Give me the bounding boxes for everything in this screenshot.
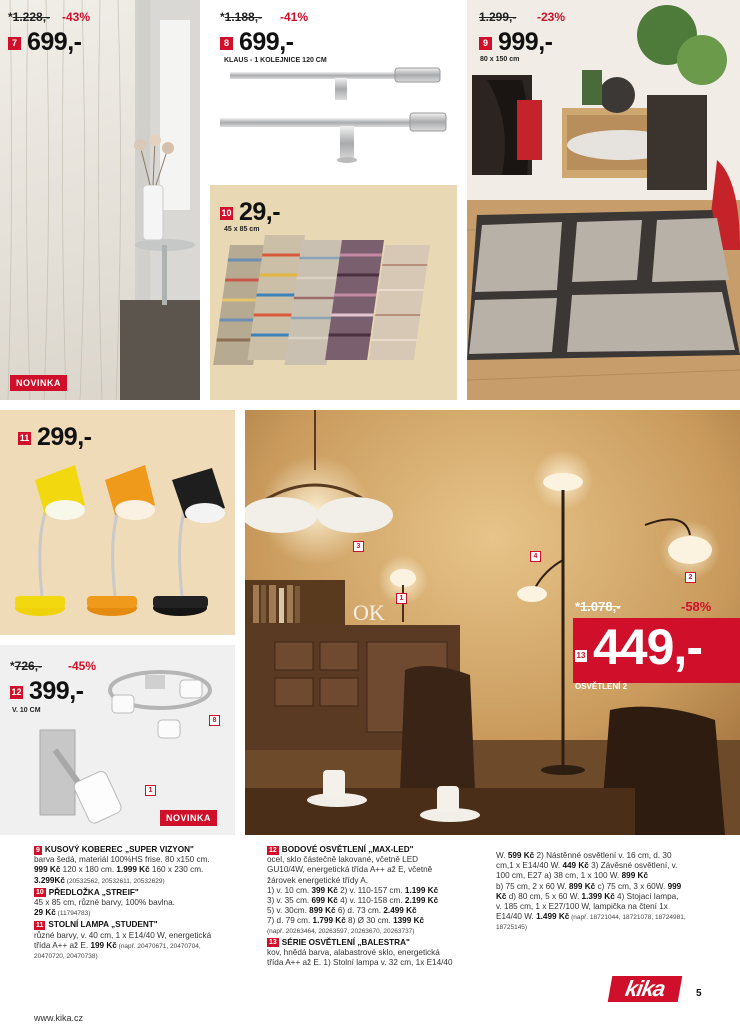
discount-badge: -58% bbox=[681, 599, 712, 614]
item-number: 9 bbox=[479, 37, 492, 50]
description-column-1: 9 KUSOVÝ KOBEREC „SUPER VIZYON" barva šedá, materiál 100%HS frise. 80 x150 cm. 999 Kč 120 x 180 cm. 1.999 Kč 160 x 230 cm. 3.299Kč (20532562, 20532611, 20532629) 10 PŘEDLOŽKA „STREIF" 45 x 85 cm, různé barvy, 100% bavlna. 29 Kč (11794783) 11 STOLNÍ LAMPA „STUDENT" různé barvy, v. 40 cm, 1 x E14/40 W, energetická třída A++ až E. 199 Kč (např. 20470671, 20470704, 20470720, 20470738) bbox=[34, 845, 212, 961]
price: 999,- bbox=[498, 28, 553, 56]
price: 699,- bbox=[239, 28, 294, 56]
product-title: STOLNÍ LAMPA „STUDENT" bbox=[48, 920, 158, 930]
spotlights-panel: *726,- -45% 12 399,- V. 10 CM 8 1 NOVINKA bbox=[0, 645, 235, 835]
size-label: KLAUS - 1 KOLEJNICE 120 CM bbox=[224, 57, 327, 64]
desk-lamps-panel bbox=[0, 410, 235, 635]
size-label: V. 10 CM bbox=[12, 707, 41, 714]
desk-lamps-image bbox=[0, 410, 235, 635]
discount-badge: -41% bbox=[280, 10, 309, 24]
ref-marker: 8 bbox=[209, 715, 220, 726]
size-label: 45 x 85 cm bbox=[224, 226, 260, 233]
price: 699,- bbox=[27, 28, 82, 56]
product-title: SÉRIE OSVĚTLENÍ „BALESTRA" bbox=[281, 937, 410, 947]
price: 399,- bbox=[29, 677, 84, 705]
old-price: 726,- bbox=[14, 659, 43, 673]
product-title: KUSOVÝ KOBEREC „SUPER VIZYON" bbox=[44, 845, 194, 854]
old-price: 1.078,- bbox=[580, 599, 621, 614]
old-price: 1.228,- bbox=[12, 10, 51, 24]
price: 299,- bbox=[37, 423, 92, 451]
svg-text:OK: OK bbox=[353, 600, 385, 625]
curtain-rod-image bbox=[210, 0, 457, 175]
discount-badge: -43% bbox=[62, 10, 91, 24]
old-price: 1.299,- bbox=[479, 10, 517, 24]
product-title: PŘEDLOŽKA „STREIF" bbox=[48, 887, 139, 897]
ref-marker: 4 bbox=[530, 551, 541, 562]
curtain-image bbox=[0, 0, 200, 400]
dining-room-panel: OK 3 1 4 2 *1.078,- -58% 13 449,- OSVĚTLENÍ 2 bbox=[245, 410, 740, 835]
ref-marker: 1 bbox=[145, 785, 156, 796]
item-number: 7 bbox=[8, 37, 21, 50]
spotlights-image bbox=[0, 645, 235, 835]
footer-url[interactable]: www.kika.cz bbox=[34, 1013, 84, 1023]
item-number: 12 bbox=[11, 687, 22, 697]
item-number: 11 bbox=[19, 433, 30, 443]
ref-marker: 1 bbox=[396, 593, 407, 604]
size-label: OSVĚTLENÍ 2 bbox=[575, 682, 628, 691]
page-number: 5 bbox=[696, 988, 702, 999]
rugs-panel bbox=[210, 185, 457, 400]
curtain-panel: *1.228,- -43% 7 699,- NOVINKA bbox=[0, 0, 200, 400]
discount-badge: -23% bbox=[537, 10, 566, 24]
kika-logo: kika bbox=[608, 976, 683, 1002]
size-label: 80 x 150 cm bbox=[480, 56, 520, 63]
ref-marker: 3 bbox=[353, 541, 364, 552]
price: 449,- bbox=[593, 619, 702, 675]
description-column-3: W. 599 Kč 2) Nástěnné osvětlení v. 16 cm, d. 30 cm,1 x E14/40 W. 449 Kč 3) Závěsné osvětlení, v. 100 cm, E27 a) 38 cm, 1 x 100 W. 899 Kč b) 75 cm, 2 x 60 W. 899 Kč c) 75 cm, 3 x 60W. 999 Kč d) 80 cm, 5 x 60 W. 1.399 Kč 4) Stojací lampa, v. 185 cm, 1 x E27/100 W, lampička na čtení 1x E14/40 W. 1.499 Kč (např. 18721044, 18721078, 18724981, 18725145) bbox=[496, 851, 686, 932]
item-number: 10 bbox=[221, 208, 232, 218]
item-number: 13 bbox=[576, 651, 586, 660]
curtain-rod-panel: *1.188,- -41% 8 699,- KLAUS - 1 KOLEJNICE 120 CM bbox=[210, 0, 457, 175]
price: 29,- bbox=[239, 198, 281, 226]
description-column-2: 12 BODOVÉ OSVĚTLENÍ „MAX-LED" ocel, sklo částečně lakované, včetně LED GU10/4W, energetická třída A++ až E, včetně žárovek energetické třídy A. 1) v. 10 cm. 399 Kč 2) v. 110-157 cm. 1.199 Kč 3) v. 35 cm. 699 Kč 4) v. 110-158 cm. 2.199 Kč 5) v. 30cm. 899 Kč 6) d. 73 cm. 2.499 Kč 7) d. 79 cm. 1.799 Kč 8) Ø 30 cm. 1399 Kč (např. 20263464, 20263597, 20263670, 20263737) 13 SÉRIE OSVĚTLENÍ „BALESTRA" kov, hnědá barva, alabastrové sklo, energetická třída A++ až E. 1) Stolní lampa v. 32 cm, 1x E14/40 bbox=[267, 845, 453, 968]
novinka-badge: NOVINKA bbox=[160, 810, 217, 826]
product-title: BODOVÉ OSVĚTLENÍ „MAX-LED" bbox=[281, 845, 414, 854]
discount-badge: -45% bbox=[68, 659, 97, 673]
ref-marker: 2 bbox=[685, 572, 696, 583]
carpet-panel bbox=[467, 0, 740, 400]
old-price: 1.188,- bbox=[224, 10, 263, 24]
novinka-badge: NOVINKA bbox=[10, 375, 67, 391]
item-number: 8 bbox=[220, 37, 233, 50]
